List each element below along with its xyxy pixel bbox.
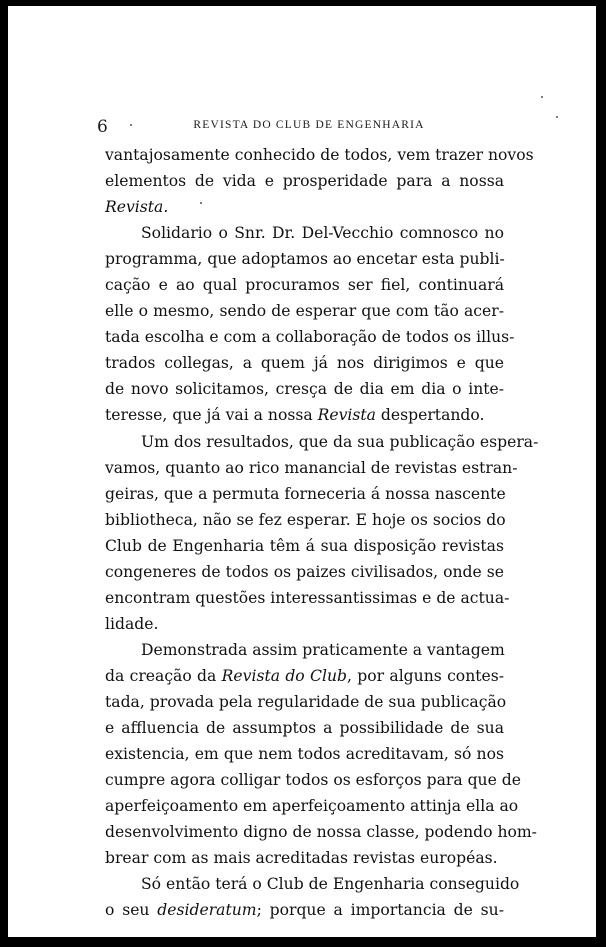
text-line: trados collegas, a quem já nos dirigimos e que: [105, 354, 504, 373]
text-line: desenvolvimento digno de nossa classe, podendo hom-: [105, 823, 537, 842]
paragraph-start-line: Demonstrada assim praticamente a vantagem: [141, 640, 505, 659]
text-line: existencia, em que nem todos acreditavam, só nos: [105, 745, 504, 764]
text-line: vamos, quanto ao rico manancial de revistas estran-: [105, 458, 518, 477]
text-line: elle o mesmo, sendo de esperar que com tão acer-: [105, 302, 504, 321]
print-speck: [200, 202, 202, 204]
paragraph-start-line: Solidario o Snr. Dr. Del-Vecchio comnosco no: [141, 224, 504, 243]
text-line: da creação da Revista do Club, por alguns contes-: [105, 666, 505, 685]
print-speck: [130, 124, 132, 126]
text-line: aperfeiçoamento em aperfeiçoamento attinja ella ao: [105, 797, 519, 816]
print-speck: [556, 116, 558, 118]
text-line: o seu desideratum; porque a importancia de su-: [105, 901, 504, 920]
text-line: cumpre agora colligar todos os esforços para que de: [105, 771, 521, 790]
text-line: encontram questões interessantissimas e de actua-: [105, 588, 510, 607]
paragraph-start-line: Só então terá o Club de Engenharia conseguido: [141, 875, 520, 894]
paragraph-start-line: Um dos resultados, que da sua publicação espera-: [141, 432, 539, 451]
text-line: tada, provada pela regularidade de sua publicação: [105, 692, 507, 711]
text-line: de novo solicitamos, cresça de dia em dia o inte-: [105, 380, 504, 399]
print-speck: [541, 96, 543, 98]
text-line: cação e ao qual procuramos ser fiel, continuará: [105, 276, 504, 295]
text-line: elementos de vida e prosperidade para a nossa: [105, 172, 504, 191]
text-line: teresse, que já vai a nossa Revista despertando.: [105, 406, 485, 425]
page-number: 6: [97, 117, 108, 137]
text-line: e affluencia de assumptos a possibilidade de sua: [105, 719, 504, 738]
text-line: geiras, que a permuta forneceria á nossa nascente: [105, 484, 506, 503]
text-line: brear com as mais acreditadas revistas européas.: [105, 849, 498, 868]
text-line: programma, que adoptamos ao encetar esta publi-: [105, 250, 505, 269]
text-line: tada escolha e com a collaboração de todos os illus-: [105, 328, 515, 347]
text-line: Club de Engenharia têm á sua disposição revistas: [105, 536, 504, 555]
text-line: congeneres de todos os paizes civilisados, onde se: [105, 562, 504, 581]
text-line: bibliotheca, não se fez esperar. E hoje os socios do: [105, 510, 506, 529]
text-line: vantajosamente conhecido de todos, vem trazer novos: [105, 146, 534, 164]
running-head-text: REVISTA DO CLUB DE ENGENHARIA: [193, 119, 425, 131]
text-line: lidade.: [105, 614, 159, 633]
body-text: [105, 142, 539, 923]
running-head: [0, 119, 606, 131]
text-line: Revista.: [105, 198, 169, 217]
